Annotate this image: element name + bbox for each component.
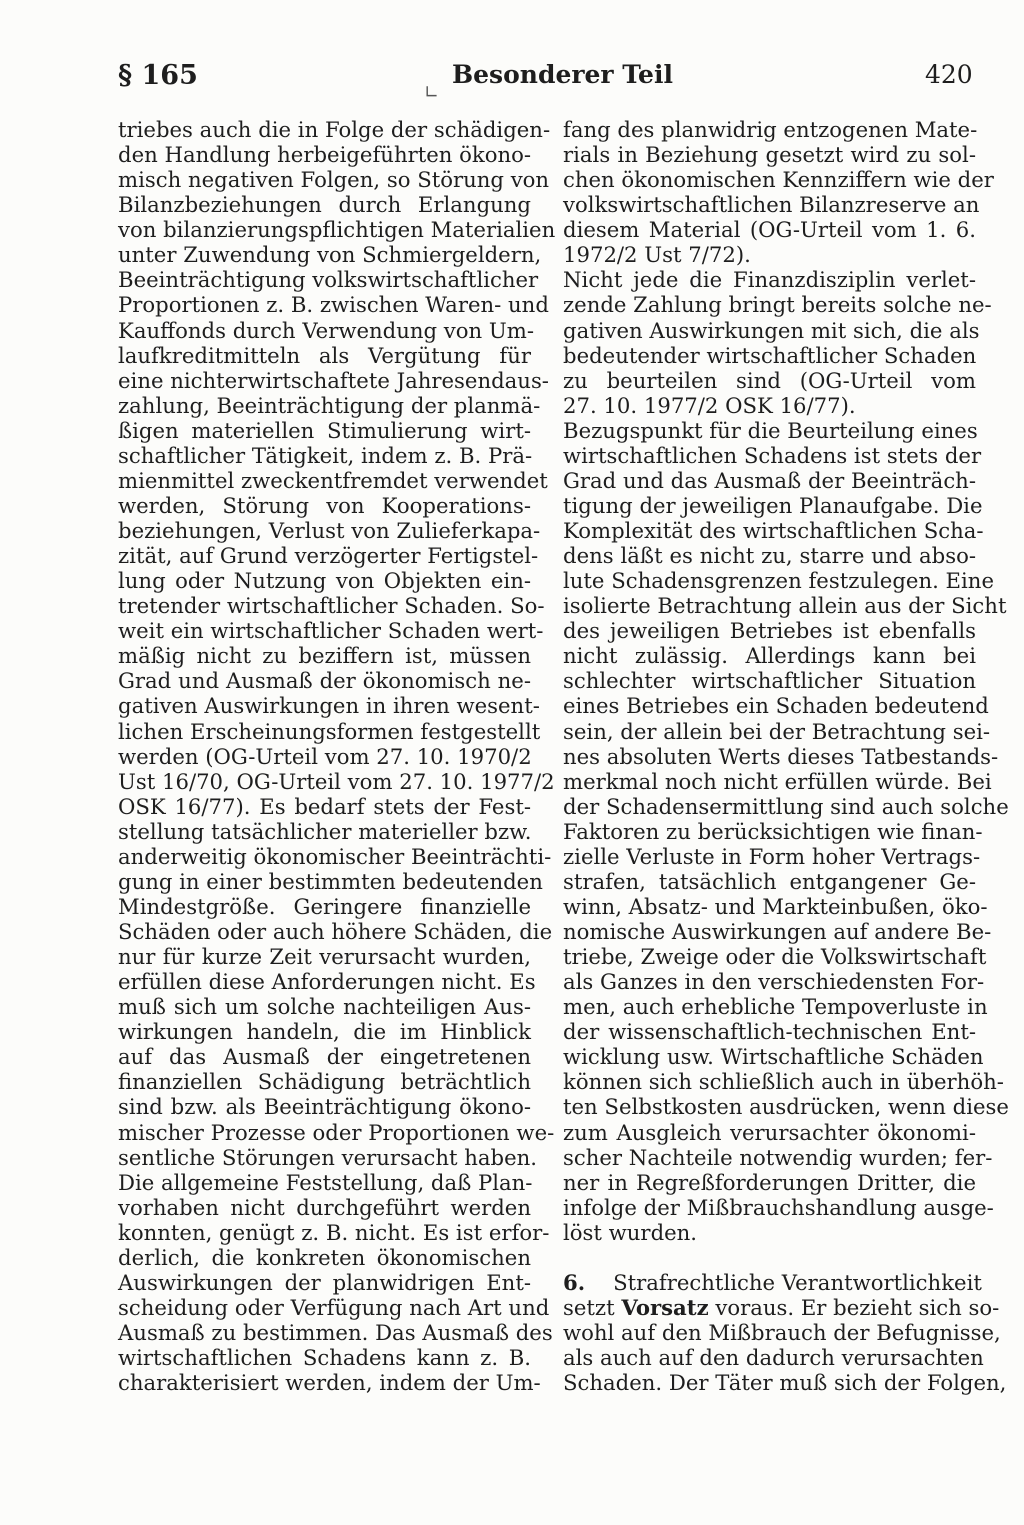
text-line: misch negativen Folgen, so Störung von: [118, 167, 550, 193]
text-line: vorhaben nicht durchgeführt werden: [118, 1194, 531, 1220]
text-line: rials in Beziehung gesetzt wird zu sol-: [563, 142, 976, 168]
text-line: ßigen materiellen Stimulierung wirt-: [118, 417, 531, 443]
section-6-heading-line: [563, 1269, 982, 1295]
text-line: anderweitig ökonomischer Beeinträchti-: [118, 843, 552, 869]
text-line: Bilanzbeziehungen durch Erlangung: [118, 192, 531, 218]
text-line: merkmal noch nicht erfüllen würde. Bei: [563, 768, 992, 794]
text-line: lute Schadensgrenzen festzulegen. Eine: [563, 568, 994, 594]
text-line: der wissenschaftlich-technischen Ent-: [563, 1019, 976, 1045]
text-line: werden (OG-Urteil vom 27. 10. 1970/2: [118, 743, 532, 769]
text-line: nes absoluten Werts dieses Tatbestands-: [563, 743, 999, 769]
text-line: sind bzw. als Beeinträchtigung ökono-: [118, 1094, 531, 1120]
text-line: Ust 16/70, OG-Urteil vom 27. 10. 1977/2: [118, 768, 555, 794]
text-line: des jeweiligen Betriebes ist ebenfalls: [563, 618, 976, 644]
text-line: wicklung usw. Wirtschaftliche Schäden: [563, 1044, 984, 1070]
text-line: lung oder Nutzung von Objekten ein-: [118, 568, 531, 594]
text-line: fang des planwidrig entzogenen Mate-: [563, 117, 978, 142]
text-line: isolierte Betrachtung allein aus der Sicht: [563, 593, 1007, 619]
text-line: derlich, die konkreten ökonomischen: [118, 1244, 531, 1270]
paragraph-number: 6.: [563, 1269, 586, 1295]
text-line: triebe, Zweige oder die Volkswirtschaft: [563, 944, 987, 970]
text-span: Strafrechtliche Verantwortlichkeit: [613, 1269, 982, 1295]
text-line: charakterisiert werden, indem der Um-: [118, 1370, 541, 1396]
text-span: setzt: [563, 1294, 622, 1320]
text-line: Proportionen z. B. zwischen Waren- und: [118, 292, 549, 318]
text-line: Beeinträchtigung volkswirtschaftlicher: [118, 267, 539, 293]
text-line: OSK 16/77). Es bedarf stets der Fest-: [118, 793, 531, 819]
text-line: wohl auf den Mißbrauch der Befugnisse,: [563, 1319, 1001, 1345]
text-line: sentliche Störungen verursacht haben.: [118, 1144, 538, 1170]
text-line: chen ökonomischen Kennziffern wie der: [563, 167, 994, 193]
text-line: wirtschaftlichen Schadens kann z. B.: [118, 1345, 531, 1371]
text-line: Komplexität des wirtschaftlichen Scha-: [563, 518, 984, 543]
text-line: [563, 1294, 1000, 1320]
running-title: Besonderer Teil: [452, 60, 673, 89]
text-line: triebes auch die in Folge der schädigen-: [118, 117, 551, 142]
text-line: muß sich um solche nachteiligen Aus-: [118, 994, 531, 1020]
text-line: schlechter wirtschaftlicher Situation: [563, 668, 976, 694]
text-line: infolge der Mißbrauchshandlung ausge-: [563, 1194, 994, 1220]
margin-mark-icon: ∟: [424, 82, 440, 103]
text-line: eines Betriebes ein Schaden bedeutend: [563, 693, 989, 719]
text-line: Mindestgröße. Geringere finanzielle: [118, 893, 531, 919]
text-line: zität, auf Grund verzögerter Fertigstel-: [118, 543, 539, 569]
text-line: scher Nachteile notwendig wurden; fer-: [563, 1144, 993, 1170]
text-line: als Ganzes in den verschiedensten For-: [563, 969, 985, 995]
text-line: werden, Störung von Kooperations-: [118, 492, 531, 518]
text-line: tretender wirtschaftlicher Schaden. So-: [118, 593, 545, 619]
text-line: winn, Absatz- und Markteinbußen, öko-: [563, 893, 988, 919]
text-line: Ausmaß zu bestimmen. Das Ausmaß des: [118, 1320, 553, 1345]
text-line: lichen Erscheinungsformen festgestellt: [118, 718, 541, 744]
text-line: Faktoren zu berücksichtigen wie finan-: [563, 818, 983, 844]
paragraph-gap: [563, 1245, 976, 1270]
text-line: finanziellen Schädigung beträchtlich: [118, 1069, 531, 1095]
text-line: weit ein wirtschaftlicher Schaden wert-: [118, 618, 544, 644]
text-line: nicht zulässig. Allerdings kann bei: [563, 643, 976, 669]
right-column: [563, 117, 1009, 1396]
text-line: zielle Verluste in Form hoher Vertrags-: [563, 843, 981, 869]
text-line: zende Zahlung bringt bereits solche ne-: [563, 292, 992, 318]
text-line: mischer Prozesse oder Proportionen we-: [118, 1119, 555, 1145]
text-line: tigung der jeweiligen Planaufgabe. Die: [563, 492, 983, 518]
text-line: Bezugspunkt für die Beurteilung eines: [563, 417, 978, 443]
text-line: zum Ausgleich verursachter ökonomi-: [563, 1119, 976, 1145]
text-line: löst wurden.: [563, 1219, 698, 1245]
text-line: gativen Auswirkungen mit sich, die als: [563, 317, 980, 343]
text-line: beziehungen, Verlust von Zulieferkapa-: [118, 518, 541, 543]
text-line: ner in Regreßforderungen Dritter, die: [563, 1169, 976, 1195]
text-line: wirkungen handeln, die im Hinblick: [118, 1019, 531, 1045]
text-line: mienmittel zweckentfremdet verwendet: [118, 467, 548, 493]
text-line: men, auch erhebliche Tempoverluste in: [563, 994, 988, 1020]
text-line: Auswirkungen der planwidrigen Ent-: [118, 1269, 531, 1295]
text-line: auf das Ausmaß der eingetretenen: [118, 1044, 531, 1070]
text-line: von bilanzierungspflichtigen Materialien: [118, 217, 556, 243]
text-line: den Handlung herbeigeführten ökono-: [118, 142, 532, 168]
text-line: diesem Material (OG-Urteil vom 1. 6.: [563, 217, 976, 243]
text-line: sein, der allein bei der Betrachtung sei-: [563, 718, 991, 744]
text-span: voraus. Er bezieht sich so-: [708, 1294, 1000, 1320]
text-line: Nicht jede die Finanzdisziplin verlet-: [563, 267, 976, 293]
text-line: strafen, tatsächlich entgangener Ge-: [563, 868, 976, 894]
text-line: dens läßt es nicht zu, starre und abso-: [563, 543, 976, 569]
section-number: § 165: [118, 60, 198, 91]
text-line: wirtschaftlichen Schadens ist stets der: [563, 442, 982, 468]
text-line: gativen Auswirkungen in ihren wesent-: [118, 693, 540, 719]
text-line: der Schadensermittlung sind auch solche: [563, 793, 1009, 819]
text-line: laufkreditmitteln als Vergütung für: [118, 342, 531, 368]
text-line: unter Zuwendung von Schmiergeldern,: [118, 242, 542, 268]
text-line: nur für kurze Zeit verursacht wurden,: [118, 944, 531, 970]
emphasized-term: Vorsatz: [621, 1294, 709, 1320]
text-line: zu beurteilen sind (OG-Urteil vom: [563, 367, 976, 393]
text-line: bedeutender wirtschaftlicher Schaden: [563, 342, 977, 368]
text-line: nomische Auswirkungen auf andere Be-: [563, 919, 992, 944]
text-line: schaftlicher Tätigkeit, indem z. B. Prä-: [118, 442, 533, 468]
text-line: 1972/2 Ust 7/72).: [563, 242, 751, 268]
text-line: stellung tatsächlicher materieller bzw.: [118, 818, 532, 844]
text-line: eine nichterwirtschaftete Jahresendaus-: [118, 367, 549, 393]
page-header: [0, 58, 1024, 103]
page-number: 420: [925, 60, 973, 89]
text-line: als auch auf den dadurch verursachten: [563, 1345, 984, 1370]
text-line: Schaden. Der Täter muß sich der Folgen,: [563, 1370, 1007, 1396]
text-line: Grad und das Ausmaß der Beeinträch-: [563, 467, 976, 493]
text-line: Die allgemeine Feststellung, daß Plan-: [118, 1169, 533, 1195]
text-line: können sich schließlich auch in überhöh-: [563, 1069, 1004, 1095]
text-line: zahlung, Beeinträchtigung der planmä-: [118, 392, 541, 418]
left-column: [118, 117, 556, 1396]
text-line: Kauffonds durch Verwendung von Um-: [118, 317, 535, 343]
text-line: volkswirtschaftlichen Bilanzreserve an: [563, 192, 980, 218]
text-line: gung in einer bestimmten bedeutenden: [118, 868, 543, 894]
text-line: 27. 10. 1977/2 OSK 16/77).: [563, 392, 856, 418]
text-line: Schäden oder auch höhere Schäden, die: [118, 919, 553, 944]
text-line: scheidung oder Verfügung nach Art und: [118, 1294, 550, 1320]
text-line: Grad und Ausmaß der ökonomisch ne-: [118, 668, 531, 694]
text-line: ten Selbstkosten ausdrücken, wenn diese: [563, 1094, 1009, 1120]
text-line: mäßig nicht zu beziffern ist, müssen: [118, 643, 531, 669]
text-line: erfüllen diese Anforderungen nicht. Es: [118, 969, 536, 995]
text-line: konnten, genügt z. B. nicht. Es ist erfor-: [118, 1219, 550, 1245]
